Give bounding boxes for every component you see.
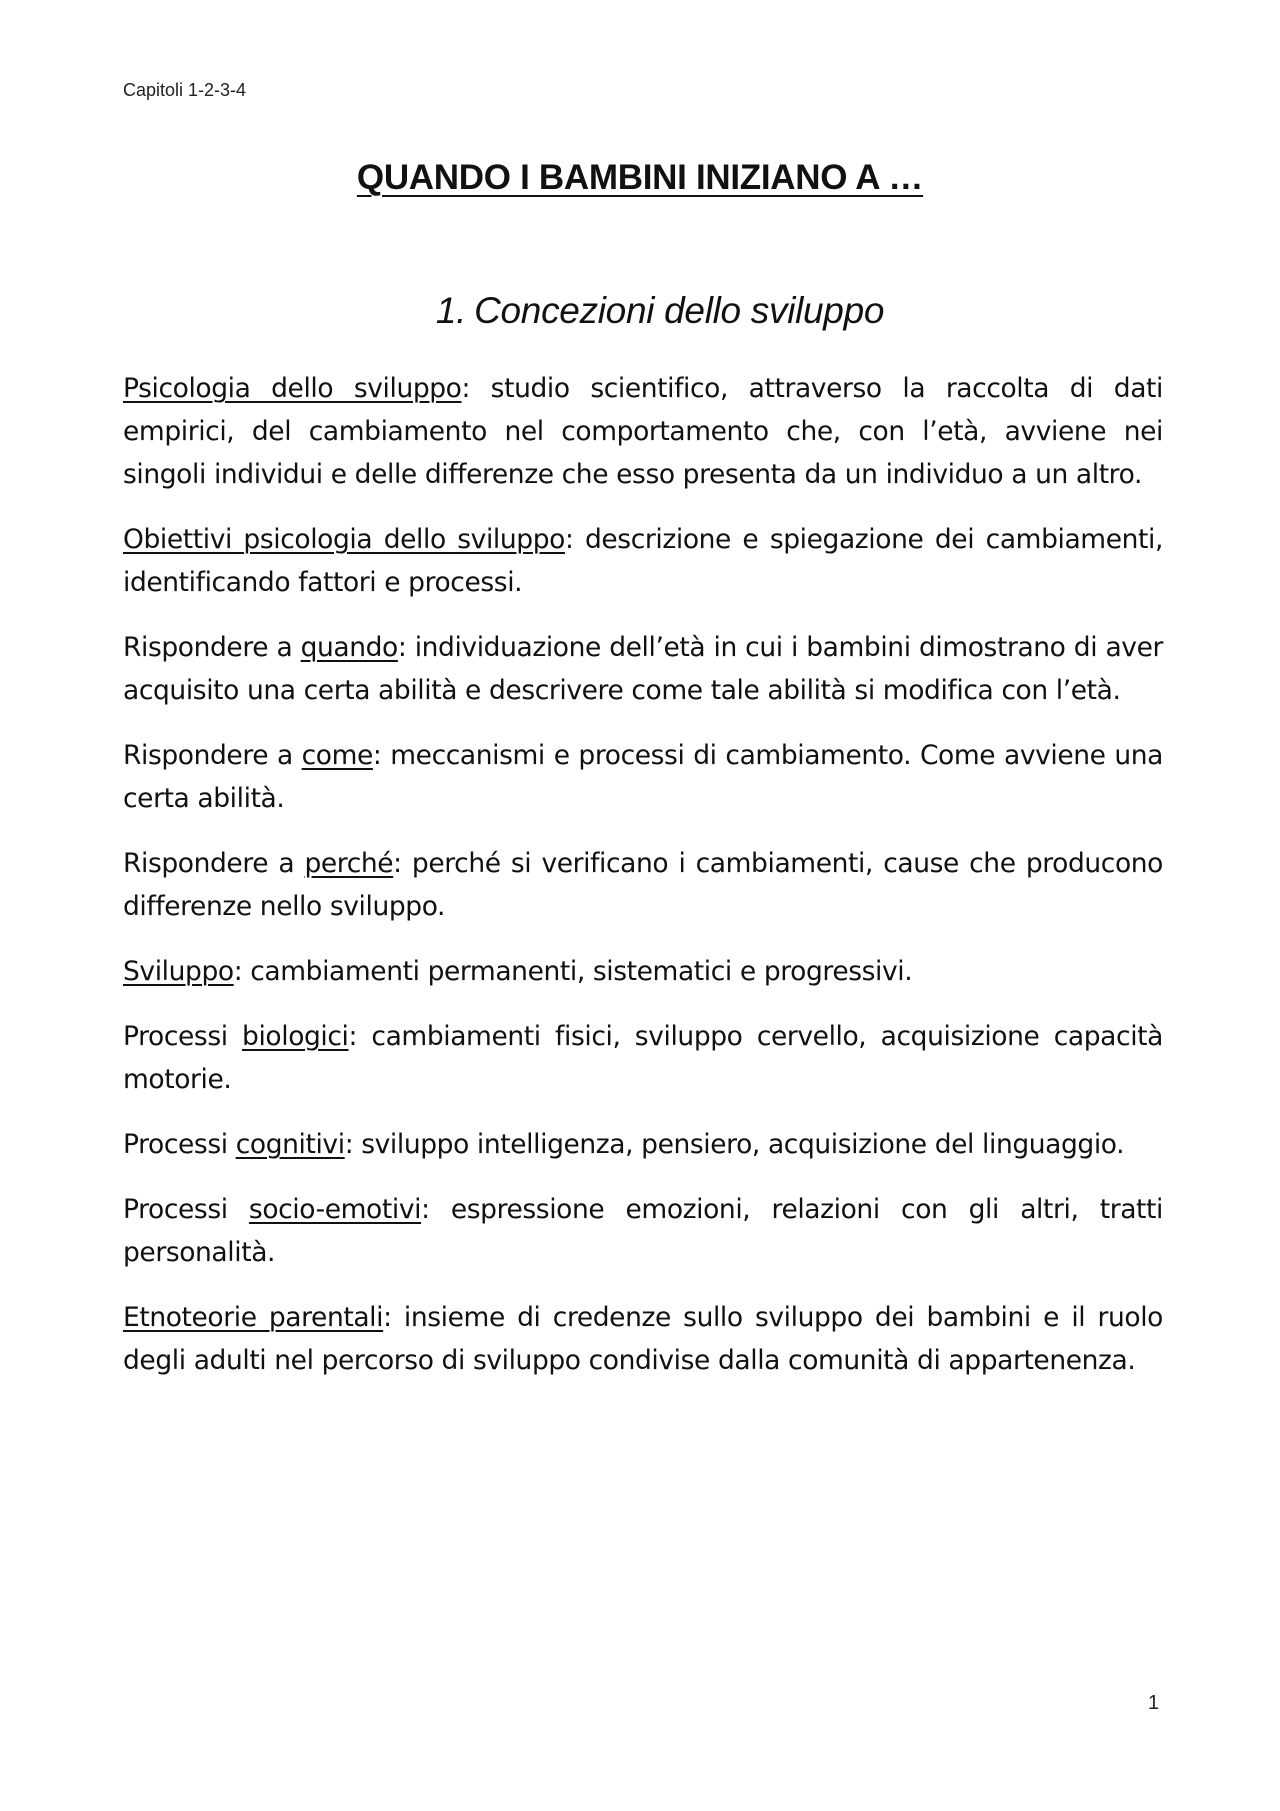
paragraph-prefix: Rispondere a [123, 848, 305, 879]
paragraph-quando [123, 626, 1163, 712]
paragraph-obiettivi [123, 518, 1163, 604]
paragraph-socio-emotivi [123, 1188, 1163, 1274]
document-body [123, 367, 1163, 1404]
page-number: 1 [1148, 1692, 1160, 1714]
running-head: Capitoli 1-2-3-4 [123, 80, 247, 100]
chapter-number: 1. [435, 290, 467, 331]
defined-term: perché [304, 848, 394, 879]
defined-term: cognitivi [235, 1129, 345, 1160]
definition-text: : espressione emozioni, relazioni con gli altri, tratti personalità. [123, 1194, 1163, 1268]
defined-term: Obiettivi psicologia dello sviluppo [123, 524, 565, 555]
definition-text: : meccanismi e processi di cambiamento. Come avviene una certa abilità. [123, 740, 1163, 814]
defined-term: Psicologia dello sviluppo [123, 373, 462, 404]
paragraph-sviluppo [123, 950, 1163, 993]
defined-term: quando [300, 632, 398, 663]
definition-text: : descrizione e spiegazione dei cambiamenti, identificando fattori e processi. [123, 524, 1164, 598]
definition-text: : perché si verificano i cambiamenti, cause che producono differenze nello sviluppo. [123, 848, 1163, 922]
paragraph-prefix: Processi [123, 1129, 236, 1160]
definition-text: : sviluppo intelligenza, pensiero, acquisizione del linguaggio. [344, 1129, 1125, 1160]
paragraph-biologici [123, 1015, 1163, 1101]
definition-text: : studio scientifico, attraverso la raccolta di dati empirici, del cambiamento nel comportamento che, con l’età, avviene nei singoli individui e delle differenze che esso presenta da un individuo a un altro. [123, 373, 1163, 490]
definition-text: : insieme di credenze sullo sviluppo dei bambini e il ruolo degli adulti nel percorso di sviluppo condivise dalla comunità di appartenenza. [123, 1302, 1163, 1376]
definition-text: : cambiamenti permanenti, sistematici e progressivi. [233, 956, 913, 987]
document-title: QUANDO I BAMBINI INIZIANO A … [356, 158, 924, 197]
defined-term: socio-emotivi [248, 1194, 422, 1225]
paragraph-prefix: Rispondere a [123, 632, 301, 663]
defined-term: come [301, 740, 373, 771]
paragraph-psicologia-sviluppo [123, 367, 1163, 496]
definition-text: : individuazione dell’età in cui i bambini dimostrano di aver acquisito una certa abilità e descrivere come tale abilità si modifica con l’età. [123, 632, 1163, 706]
chapter-heading [0, 290, 1280, 332]
paragraph-prefix: Processi [123, 1021, 243, 1052]
paragraph-prefix: Processi [123, 1194, 249, 1225]
defined-term: Sviluppo [123, 956, 234, 987]
chapter-title: Concezioni dello sviluppo [474, 290, 885, 331]
paragraph-come [123, 734, 1163, 820]
defined-term: biologici [242, 1021, 349, 1052]
defined-term: Etnoteorie parentali [123, 1302, 384, 1333]
paragraph-perche [123, 842, 1163, 928]
definition-text: : cambiamenti fisici, sviluppo cervello, acquisizione capacità motorie. [123, 1021, 1163, 1095]
paragraph-etnoteorie [123, 1296, 1163, 1382]
paragraph-cognitivi [123, 1123, 1163, 1166]
paragraph-prefix: Rispondere a [123, 740, 302, 771]
